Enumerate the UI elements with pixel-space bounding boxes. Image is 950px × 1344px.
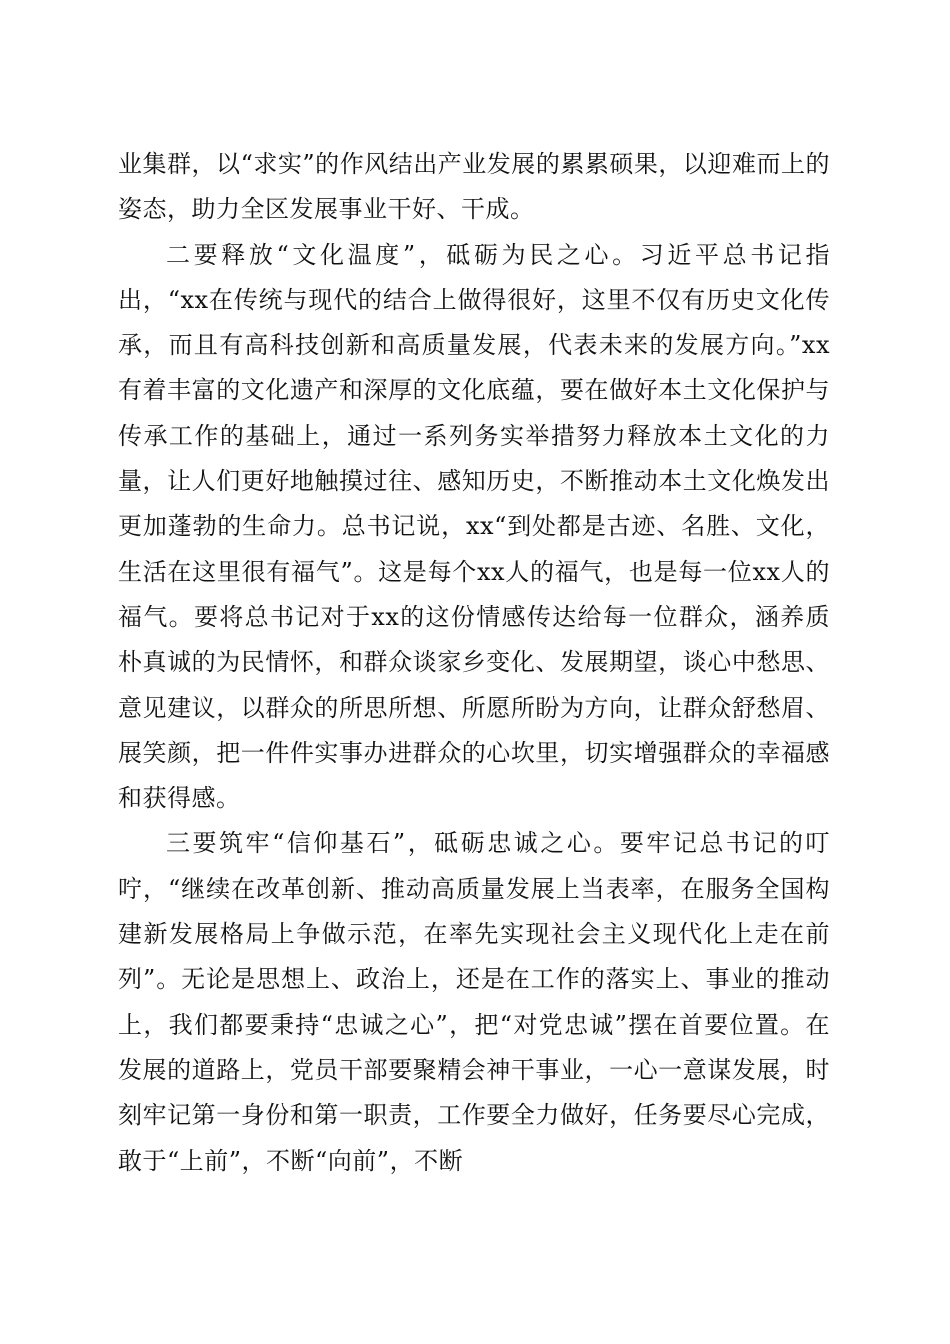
paragraph-continuation: 业集群，以“求实”的作风结出产业发展的累累硕果，以迎难而上的姿态，助力全区发展事业干好、干成。 bbox=[118, 150, 830, 224]
paragraph-faith-cornerstone: 三要筑牢“信仰基石”，砥砺忠诚之心。要牢记总书记的叮咛，“继续在改革创新、推动高质量发展上当表率，在服务全国构建新发展格局上争做示范，在率先实现社会主义现代化上走在前列”。无论是思想上、政治上，还是在工作的落实上、事业的推动上，我们都要秉持“忠诚之心”，把“对党忠诚”摆在首要位置。在发展的道路上，党员干部要聚精会神干事业，一心一意谋发展，时刻牢记第一身份和第一职责，工作要全力做好，任务要尽心完成，敢于“上前”，不断“向前”，不断 bbox=[118, 829, 830, 1175]
body-text bbox=[118, 142, 830, 1184]
paragraph-culture-warmth: 二要释放“文化温度”，砥砺为民之心。习近平总书记指出，“xx在传统与现代的结合上做得很好，这里不仅有历史文化传承，而且有高科技创新和高质量发展，代表未来的发展方向。”xx有着丰富的文化遗产和深厚的文化底蕴，要在做好本土文化保护与传承工作的基础上，通过一系列务实举措努力释放本土文化的力量，让人们更好地触摸过往、感知历史，不断推动本土文化焕发出更加蓬勃的生命力。总书记说，xx“到处都是古迹、名胜、文化，生活在这里很有福气”。这是每个xx人的福气，也是每一位xx人的福气。要将总书记对于xx的这份情感传达给每一位群众，涵养质朴真诚的为民情怀，和群众谈家乡变化、发展期望，谈心中愁思、意见建议，以群众的所思所想、所愿所盼为方向，让群众舒愁眉、展笑颜，把一件件实事办进群众的心坎里，切实增强群众的幸福感和获得感。 bbox=[118, 240, 830, 813]
